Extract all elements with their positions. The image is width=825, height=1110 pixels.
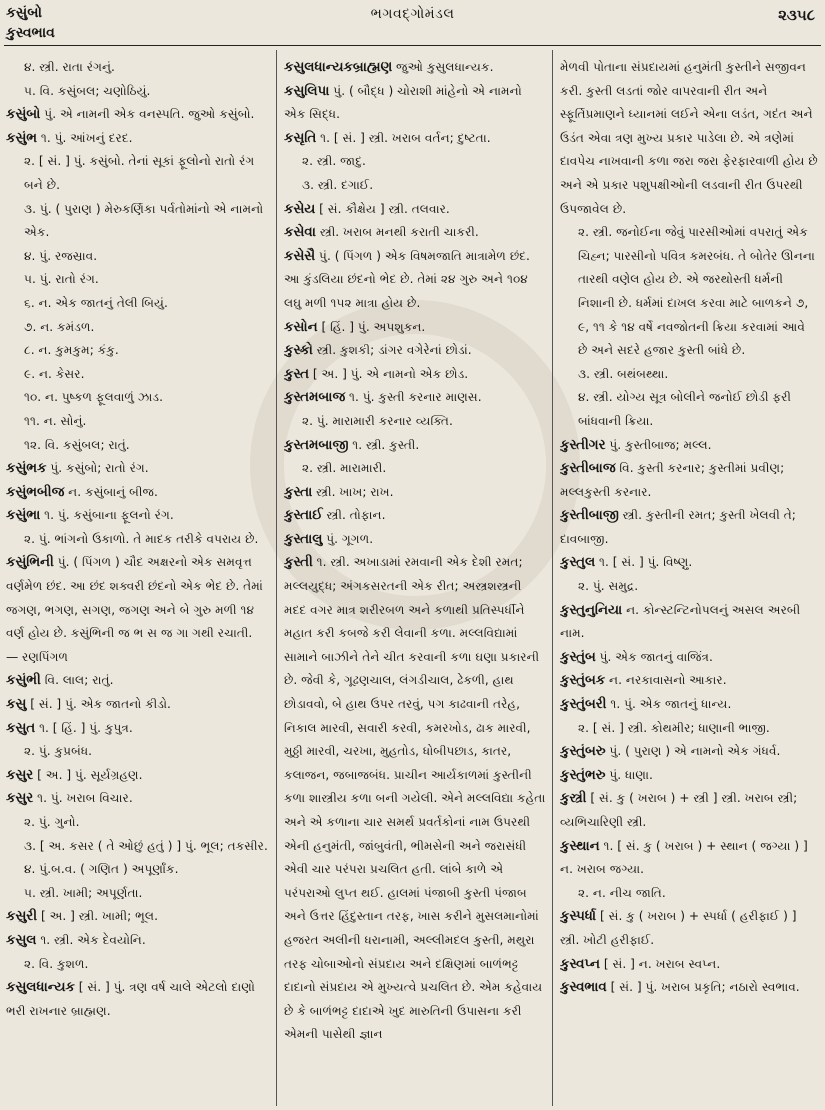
dictionary-entry xyxy=(284,221,546,245)
page-number: ૨૩૫૮ xyxy=(778,6,815,24)
dictionary-entry xyxy=(560,504,818,551)
headword: કુસ્વપ્ન xyxy=(560,956,600,972)
definition: ૩. [ અ. કસર ( તે ઓછું હતું ) ] પું. ભૂલ; તકસીર. xyxy=(24,838,268,853)
definition: ૩. સ્ત્રી. દગાઈ. xyxy=(302,177,374,192)
definition: ૩. સ્ત્રી. બથંબથ્થા. xyxy=(578,366,669,381)
page-header xyxy=(0,0,825,46)
dictionary-entry xyxy=(6,268,268,292)
dictionary-entry xyxy=(6,905,268,929)
definition: ૪. સ્ત્રી. યોગ્ય સૂત્ર બોલીને જનોઈ છોડી ફરી બાંધવાની ક્રિયા. xyxy=(578,390,791,428)
dictionary-entry xyxy=(6,693,268,717)
definition: ૨. [ સં. ] સ્ત્રી. કોથમીર; ધાણાની ભાજી. xyxy=(578,720,770,735)
dictionary-entry xyxy=(284,434,546,458)
headword: કસુંભક xyxy=(6,461,47,477)
definition: ૧. સ્ત્રી. એક દેવયોનિ. xyxy=(40,932,146,947)
dictionary-entry xyxy=(560,386,818,433)
definition: ૨. ન. નીચ જાતિ. xyxy=(578,885,666,900)
headword: કસોન xyxy=(284,319,318,335)
guide-word-first: કસુંબો xyxy=(6,5,42,21)
definition: જુઓ કુસુલધાન્યક. xyxy=(396,60,494,74)
definition: વિ. લાલ; રાતું. xyxy=(44,673,114,688)
dictionary-entry xyxy=(6,551,268,669)
headword: કસૃતિ xyxy=(284,130,317,146)
dictionary-entry xyxy=(560,717,818,741)
column-divider xyxy=(552,50,553,1106)
dictionary-entry xyxy=(6,363,268,387)
definition: પું. ( પુરાણ ) એ નામનો એક ગંધર્વ. xyxy=(609,744,781,759)
headword: કુસ્તીગર xyxy=(560,437,606,453)
definition: પું. કસુંબો; રાતો રંગ. xyxy=(50,461,149,476)
definition: [ સં. ] પું. ખરાબ પ્રકૃતિ; નઠારો સ્વભાવ. xyxy=(610,980,800,995)
definition: ૧. પું. એક જાતનું ધાન્ય. xyxy=(610,697,732,712)
definition: ૫. સ્ત્રી. ખામી; અપૂર્ણતા. xyxy=(24,885,143,900)
headword: કસુલધાન્યકબ્રાહ્મણ xyxy=(284,60,393,75)
dictionary-entry xyxy=(6,150,268,197)
dictionary-entry xyxy=(6,929,268,953)
dictionary-entry xyxy=(284,457,546,481)
headword: કુસ્તુંભરુ xyxy=(560,767,606,783)
dictionary-entry xyxy=(6,127,268,151)
headword: કસુર xyxy=(6,791,34,807)
definition: ૨. પું. કુપ્રબંધ. xyxy=(24,744,93,759)
running-title: ભગવદ્ગોમંડલ xyxy=(370,6,455,22)
dictionary-entry xyxy=(6,504,268,528)
definition: ૨. પું. સમુદ્ર. xyxy=(578,579,639,594)
dictionary-entry xyxy=(6,976,268,1023)
definition: વિ. કુસ્તી કરનાર; કુસ્તીમાં પ્રવીણ; મલ્લકુસ્તી કરનાર. xyxy=(560,461,785,499)
definition: [ સં. ] પું. ત્રણ વર્ષ ચાલે એટલો દાણો ભરી રાખનાર બ્રાહ્મણ. xyxy=(6,980,255,1018)
definition: મેળવી પોતાના સંપ્રદાયમાં હનુમંતી કુસ્તીને સજીવન કરી. કુસ્તી લડતાં જોર વાપરવાની રીત અને સ્ફૂર્તિપ્રમાણને ધ્યાનમાં લઈને એના લડંત, ગદંત અને ઉડંત એવા ત્રણ મુખ્ય પ્રકાર પાડેલા છે. એ ત્રણેમાં દાવપેચ નાખવાની કળા જરા જરા ફેરફારવાળી હોય છે અને એ પ્રકાર પશુપક્ષીઓની લડવાની રીત ઉપરથી ઉપજાવેલ છે. xyxy=(560,60,818,216)
dictionary-entry xyxy=(284,174,546,198)
headword: કસુંભી xyxy=(6,673,41,689)
headword: કસેસૈ xyxy=(284,248,316,264)
dictionary-entry xyxy=(6,811,268,835)
definition: ૧૨. વિ. કસુંબલ; રાતું. xyxy=(24,437,130,452)
definition: પું. ( પિંગળ ) એક વિષમજાતિ માત્રામેળ છંદ. આ કુંડલિયા છંદનો ભેદ છે. તેમાં ૨૪ ગુરુ અને ૧૦૪ લઘુ મળી ૧૫૨ માત્રા હોય છે. xyxy=(284,248,530,310)
dictionary-entry xyxy=(284,150,546,174)
dictionary-entry xyxy=(6,339,268,363)
definition: સ્ત્રી. તોફાન. xyxy=(326,508,386,523)
dictionary-entry xyxy=(560,575,818,599)
headword: કુસ્તુનુનિયા xyxy=(560,602,623,618)
dictionary-entry xyxy=(284,551,546,1046)
definition: ૧. પું. ખરાબ વિચાર. xyxy=(37,791,133,806)
definition: ૫. પું. રાતો રંગ. xyxy=(24,272,99,287)
dictionary-entry xyxy=(560,764,818,788)
dictionary-entry xyxy=(284,339,546,363)
definition: સ્ત્રી. કુશકી; ડાંગર વગેરેનાં છોડાં. xyxy=(316,343,472,358)
dictionary-entry xyxy=(284,504,546,528)
dictionary-entry xyxy=(284,386,546,410)
definition: [ હિં. ] પું. અપશુકન. xyxy=(321,319,426,334)
definition: ન. નરકાવાસનો આકાર. xyxy=(609,673,727,688)
dictionary-entry xyxy=(560,363,818,387)
dictionary-entry xyxy=(560,787,818,834)
definition: [ સં. ] પું. એક જાતનો કીડો. xyxy=(30,697,171,712)
headword: કુસ્તમબાજ xyxy=(284,390,346,406)
definition: [ અ. ] સ્ત્રી. ખામી; ભૂલ. xyxy=(40,909,158,924)
headword: કુસ્તીબાજી xyxy=(560,508,619,524)
dictionary-entry xyxy=(6,386,268,410)
headword: કુસ્તુંબરી xyxy=(560,697,607,713)
dictionary-entry xyxy=(6,669,268,693)
definition: ન. કોન્સ્ટન્ટિનોપલનું અસલ અરબી નામ. xyxy=(560,602,801,641)
definition: ૨. સ્ત્રી. જાદુ. xyxy=(302,154,366,169)
dictionary-entry xyxy=(6,80,268,104)
dictionary-entry xyxy=(6,316,268,340)
headword: કસેય xyxy=(284,201,316,217)
definition: ૫. વિ. કસુંબલ; ચણોઠિયું. xyxy=(24,83,151,98)
dictionary-entry xyxy=(6,528,268,552)
headword: કુસ્તમબાજી xyxy=(284,437,349,453)
dictionary-entry xyxy=(560,434,818,458)
dictionary-entry xyxy=(284,410,546,434)
definition: ન. કસુંબાનું બીજ. xyxy=(68,484,158,499)
dictionary-entry xyxy=(284,245,546,316)
definition: ૧. પું. કસુંબાના ફૂલનો રંગ. xyxy=(44,508,174,523)
headword: કસુલિપા xyxy=(284,83,330,99)
definition: [ સં. કૌક્ષેય ] સ્ત્રી. તલવાર. xyxy=(319,201,450,216)
definition: ૧૧. ન. સોનું. xyxy=(24,413,87,428)
headword: કુસ્તાલુ xyxy=(284,531,323,547)
dictionary-entry xyxy=(284,481,546,505)
definition: ૬. ન. એક જાતનું તેલી બિયું. xyxy=(24,295,168,310)
headword: કસુલ xyxy=(6,932,37,948)
definition: ૩. પું. ( પુરાણ ) મેરુકર્ણિકા પર્વતોમાંનો એ નામનો એક. xyxy=(24,201,264,240)
definition: ૧. પું. કુસ્તી કરનાર માણસ. xyxy=(349,390,482,405)
dictionary-entry xyxy=(560,599,818,646)
dictionary-entry xyxy=(6,103,268,127)
dictionary-entry xyxy=(560,221,818,363)
definition: ૨. [ સં. ] પું. કસુંબો. તેનાં સૂકાં ફૂલોનો રાતો રંગ બને છે. xyxy=(24,154,255,192)
dictionary-entry xyxy=(284,80,546,127)
definition: ૨. પું. મારામારી કરનાર વ્યક્તિ. xyxy=(302,413,453,428)
dictionary-entry xyxy=(6,245,268,269)
headword: કસુંભબીજ xyxy=(6,484,65,500)
headword: કુસ્તુંબક xyxy=(560,673,606,689)
headword: કુસ્થાન xyxy=(560,838,600,854)
column-divider xyxy=(276,50,277,1106)
dictionary-entry xyxy=(284,198,546,222)
headword: કુસ્તીબાજ xyxy=(560,461,616,477)
definition: ૧. [ સં. ] પું. વિષ્ણુ. xyxy=(598,555,693,570)
headword: કસુંભ xyxy=(6,130,38,146)
dictionary-entry xyxy=(6,410,268,434)
dictionary-entry xyxy=(6,457,268,481)
headword: કસુંભિની xyxy=(6,555,54,571)
headword: કુસ્તા xyxy=(284,484,313,500)
definition: પું. ગૂગળ. xyxy=(326,531,374,546)
definition: સ્ત્રી. ખરાબ મનથી કરાતી ચાકરી. xyxy=(319,225,479,240)
headword: કુસ્કો xyxy=(284,343,313,359)
definition: સ્ત્રી. ખાખ; રાખ. xyxy=(316,484,394,499)
headword: કસુલધાન્યક xyxy=(6,980,75,996)
dictionary-entry xyxy=(284,528,546,552)
definition: [ અ. ] પું. સૂર્યગ્રહણ. xyxy=(37,767,143,782)
definition: ૨. પું. ગુનો. xyxy=(24,815,80,829)
definition: ૨. પું. ભાંગનો ઉકાળો. તે માદક તરીકે વપરાય છે. xyxy=(24,531,259,546)
dictionary-entry xyxy=(6,434,268,458)
dictionary-entry xyxy=(560,835,818,882)
definition: ૯. ન. કેસર. xyxy=(24,366,85,381)
dictionary-entry xyxy=(560,551,818,575)
headword: કસુરી xyxy=(6,909,38,925)
headword: કુસ્તાઈ xyxy=(284,508,323,524)
headword: કસુંબો xyxy=(6,107,41,123)
definition: ૧. [ હિં. ] પું. કુપુત્ર. xyxy=(39,720,133,735)
dictionary-entry xyxy=(6,953,268,977)
dictionary-entry xyxy=(6,835,268,859)
definition: [ સં. કુ ( ખરાબ ) + સ્પર્ધા ( હરીફાઈ ) ] સ્ત્રી. ખોટી હરીફાઈ. xyxy=(560,909,797,947)
definition: [ સં. ] ન. ખરાબ સ્વપ્ન. xyxy=(603,956,721,971)
definition: ૧. [ સં. કુ ( ખરાબ ) + સ્થાન ( જગ્યા ) ] ન. ખરાબ જગ્યા. xyxy=(560,838,808,877)
definition: ૪. પું.બ.વ. ( ગણિત ) અપૂર્ણાંક. xyxy=(24,862,179,877)
definition: પું. ( બૌદ્ધ ) ચોરાશી માંહેનો એ નામનો એક સિદ્ધ. xyxy=(284,83,522,122)
definition: ૭. ન. કમંડળ. xyxy=(24,319,95,334)
dictionary-entry xyxy=(560,693,818,717)
dictionary-entry xyxy=(6,740,268,764)
dictionary-entry xyxy=(6,292,268,316)
dictionary-entry xyxy=(284,363,546,387)
headword: કુસ્ત xyxy=(284,366,309,382)
definition: પું. ( પિંગળ ) ચૌદ અક્ષરનો એક સમવૃત્ત વર્ણમેળ છંદ. આ છંદ શક્વરી છંદનો એક ભેદ છે. તેમાં જગણ, ભગણ, સગણ, જગણ અને બે ગુરુ મળી ૧૪ વર્ણ હોય છે. કસુંભિની જ ભ સ જ ગા ગથી રચાતી. — રણપિંગળ xyxy=(6,555,263,664)
column-2 xyxy=(284,56,546,1106)
dictionary-entry xyxy=(560,953,818,977)
column-3 xyxy=(560,56,818,1106)
dictionary-entry xyxy=(6,764,268,788)
definition: ૧૦. ન. પુષ્કળ ફૂલવાળું ઝાડ. xyxy=(24,390,163,405)
definition: પું. એ નામની એક વનસ્પતિ. જુઓ કસુંબો. xyxy=(44,107,255,122)
definition: ૨. સ્ત્રી. મારામારી. xyxy=(302,461,387,476)
headword: કસેવા xyxy=(284,225,316,241)
definition: સ્ત્રી. કુસ્તીની રમત; કુસ્તી ખેલવી તે; દાવબાજી. xyxy=(560,508,796,546)
dictionary-entry xyxy=(560,740,818,764)
dictionary-entry xyxy=(560,976,818,1000)
definition: ૨. સ્ત્રી. જનોઈના જેવું પારસીઓમાં વપરાતું એક ચિહ્ન; પારસીનો પવિત્ર કમરબંધ. તે બોતેર ઊનના તારથી વણેલ હોય છે. એ જરથોસ્તી ધર્મની નિશાની છે. ધર્મમાં દાખલ કરવા માટે બાળકને ૭, ૯, ૧૧ કે ૧૪ વર્ષે નવજોતની ક્રિયા કરવામાં આવે છે અને સદરે હજાર કુસ્તી બાંધે છે. xyxy=(578,225,815,358)
definition: ૧. સ્ત્રી. કુસ્તી. xyxy=(352,437,420,452)
headword: કુસ્તુલ xyxy=(560,555,596,571)
definition: [ અ. ] પું. એ નામનો એક છોડ. xyxy=(312,366,469,381)
definition: ૧. [ સં. ] સ્ત્રી. ખરાબ વર્તન; દુષ્ટતા. xyxy=(320,130,491,145)
dictionary-entry xyxy=(6,198,268,245)
dictionary-entry xyxy=(6,858,268,882)
definition: ૪. પું. રજસ્રાવ. xyxy=(24,248,98,263)
dictionary-entry xyxy=(560,457,818,504)
dictionary-entry xyxy=(284,316,546,340)
dictionary-entry xyxy=(560,56,818,221)
dictionary-entry xyxy=(284,56,546,80)
dictionary-entry xyxy=(284,127,546,151)
dictionary-entry xyxy=(560,882,818,906)
dictionary-entry xyxy=(6,717,268,741)
headword: કુસ્તી xyxy=(284,555,313,571)
definition: [ સં. કુ ( ખરાબ ) + સ્ત્રી ] સ્ત્રી. ખરાબ સ્ત્રી; વ્યભિચારિણી સ્ત્રી. xyxy=(560,791,798,829)
definition: પું. ધાણા. xyxy=(609,767,653,782)
header-rule xyxy=(4,45,821,46)
definition: પું. કુસ્તીબાજ; મલ્લ. xyxy=(609,437,712,452)
headword: કસુંભા xyxy=(6,508,41,524)
dictionary-entry xyxy=(6,56,268,80)
dictionary-entry xyxy=(560,646,818,670)
headword: કુસ્પર્ધા xyxy=(560,909,597,925)
dictionary-entry xyxy=(560,669,818,693)
definition: ૮. ન. કુમકુમ; કંકુ. xyxy=(24,343,119,358)
headword: કસુર xyxy=(6,767,34,783)
headword: કુસ્તુંબ xyxy=(560,649,596,665)
definition: પું. એક જાતનું વાજિંત્ર. xyxy=(599,649,713,664)
dictionary-entry xyxy=(560,905,818,952)
definition: ૪. સ્ત્રી. રાતા રંગનું. xyxy=(24,60,115,74)
headword: કુસ્તુંબરુ xyxy=(560,744,606,760)
headword: કુસ્વભાવ xyxy=(560,980,607,996)
column-1 xyxy=(6,56,268,1106)
definition: ૧. પું. આંખનું દરદ. xyxy=(40,130,133,145)
definition: ૨. વિ. કુશળ. xyxy=(24,956,89,971)
dictionary-entry xyxy=(6,882,268,906)
definition: ૧. સ્ત્રી. અખાડામાં રમવાની એક દેશી રમત; મલ્લયુદ્ધ; અંગકસરતની એક રીત; અસ્ત્રશસ્ત્રની મદદ વગર માત્ર શરીરબળ અને કળાથી પ્રતિસ્પર્ધીને મહાત કરી કબજે કરી લેવાની કળા. મલ્લવિદ્યામાં સામાને બાઝીને તેને ચીત કરવાની કળા ઘણા પ્રકારની છે. જેવી કે, ગૂઢણચાલ, લંગડીચાલ, ઢેકળી, હાથ છોડાવવો, બે હાથ ઉપર તરવું, પગ કાઢવાની તરેહ, નિકાલ મારવી, સવારી કરવી, કમરખોડ, ઢાક મારવી, મુઠ્ઠી મારવી, ચરખા, મુહતોડ, ધોબીપછાડ, કાતર, કલાજન, જબાજબંધ. પ્રાચીન આર્યકાળમાં કુસ્તીની કળા શાસ્ત્રીય કળા બની ગયેલી. એને મલ્લવિદ્યા કહેતા અને એ કળાના ચાર સમર્થ પ્રવર્તકોનાં નામ ઉપરથી એની હનુમંતી, જાંબુવંતી, ભીમસેની અને જરાસંધી એવી ચાર પરંપરા પ્રચલિત હતી. લાંબે કાળે એ પરંપરાઓ લુપ્ત થઈ. હાલમાં પંજાબી કુસ્તી પંજાબ અને ઉત્તર હિંદુસ્તાન તરફ, ખાસ કરીને મુસલમાનોમાં હજરત અલીની ધરાનામી, અલ્લીમદલ કુસ્તી, મથુરા તરફ ચોબાઓનો સંપ્રદાય અને દક્ષિણમાં બાળંભટ્ટ દાદાનો સંપ્રદાય એ મુખ્યત્વે પ્રચલિત છે. એમ કહેવાય છે કે બાળંભટ્ટ દાદાએ ખુદ મારુતિની ઉપાસના કરી એમની પાસેથી જ્ઞાન xyxy=(284,555,546,1042)
guide-word-last: કુસ્વભાવ xyxy=(6,25,55,41)
dictionary-entry xyxy=(6,481,268,505)
headword: કસુ xyxy=(6,697,27,713)
headword: કુસ્ત્રી xyxy=(560,791,587,807)
headword: કસુત xyxy=(6,720,36,736)
dictionary-entry xyxy=(6,787,268,811)
